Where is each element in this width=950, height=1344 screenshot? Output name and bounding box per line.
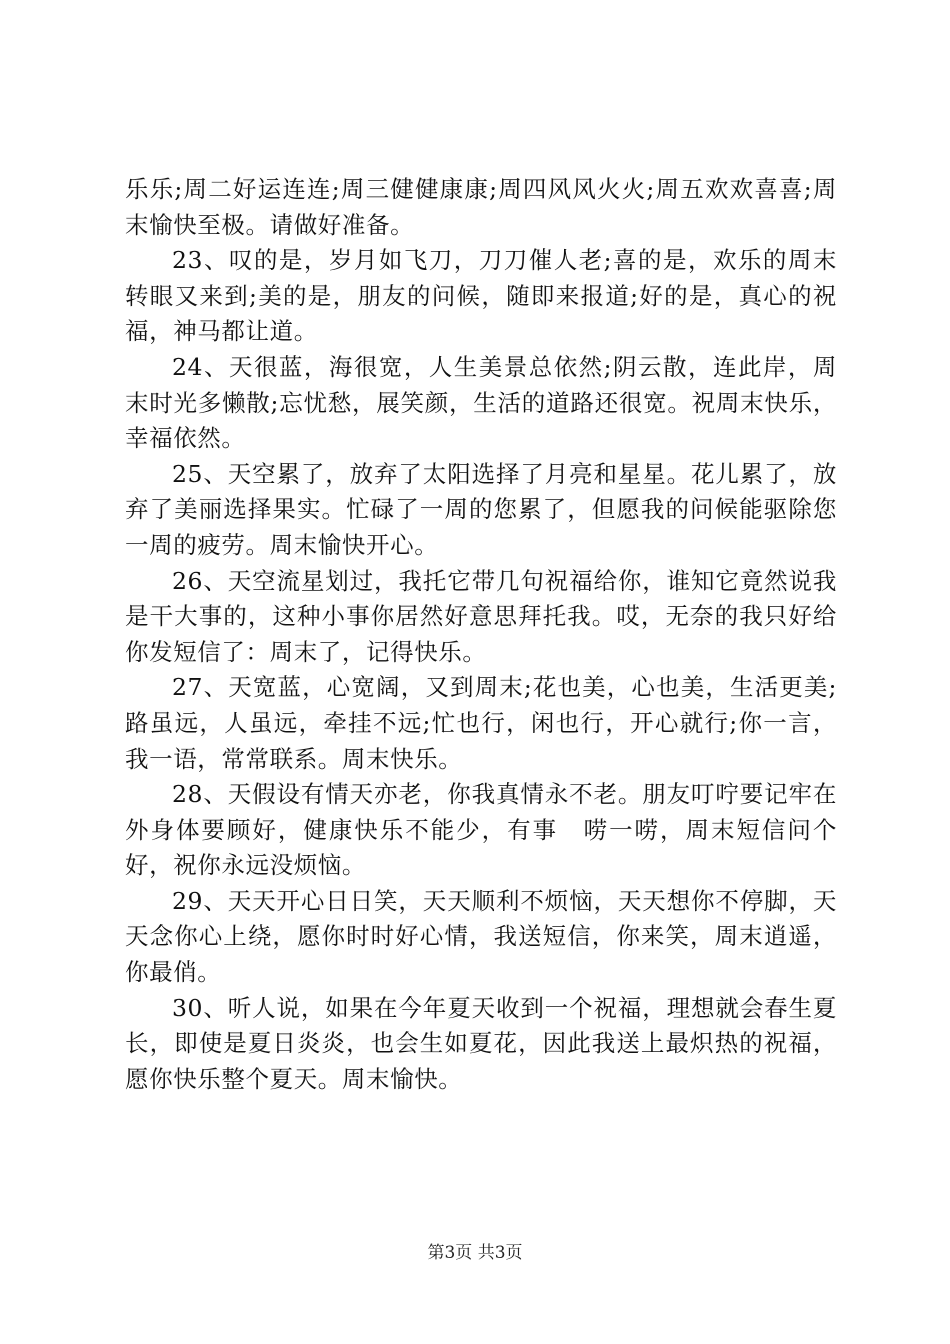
paragraph-30: 30、听人说，如果在今年夏天收到一个祝福，理想就会春生夏长，即使是夏日炎炎，也会生如夏花，因此我送上最炽热的祝福，愿你快乐整个夏天。周末愉快。 — [125, 993, 837, 1093]
paragraph-29: 29、天天开心日日笑，天天顺利不烦恼，天天想你不停脚，天天念你心上绕，愿你时时好心情，我送短信，你来笑，周末逍遥，你最俏。 — [125, 886, 837, 987]
paragraph-25: 25、天空累了，放弃了太阳选择了月亮和星星。花儿累了，放弃了美丽选择果实。忙碌了一周的您累了，但愿我的问候能驱除您一周的疲劳。周末愉快开心。 — [125, 459, 837, 559]
document-body — [125, 172, 837, 1097]
page-number-footer: 第3页 共3页 — [427, 1243, 523, 1263]
paragraph-27: 27、天宽蓝，心宽阔，又到周末;花也美，心也美，生活更美;路虽远，人虽远，牵挂不远;忙也行，闲也行，开心就行;你一言，我一语，常常联系。周末快乐。 — [125, 673, 837, 773]
paragraph-24: 24、天很蓝，海很宽，人生美景总依然;阴云散，连此岸，周末时光多懒散;忘忧愁，展笑颜，生活的道路还很宽。祝周末快乐，幸福依然。 — [125, 352, 837, 453]
paragraph-26: 26、天空流星划过，我托它带几句祝福给你，谁知它竟然说我是干大事的，这种小事你居然好意思拜托我。哎，无奈的我只好给你发短信了：周末了，记得快乐。 — [125, 566, 837, 666]
paragraph-continuation: 乐乐;周二好运连连;周三健健康康;周四风风火火;周五欢欢喜喜;周末愉快至极。请做好准备。 — [125, 175, 837, 239]
paragraph-23: 23、叹的是，岁月如飞刀，刀刀催人老;喜的是，欢乐的周末转眼又来到;美的是，朋友的问候，随即来报道;好的是，真心的祝福，神马都让道。 — [125, 246, 837, 346]
paragraph-28: 28、天假设有情天亦老，你我真情永不老。朋友叮咛要记牢在外身体要顾好，健康快乐不能少，有事 唠一唠，周末短信问个好，祝你永远没烦恼。 — [125, 780, 837, 880]
